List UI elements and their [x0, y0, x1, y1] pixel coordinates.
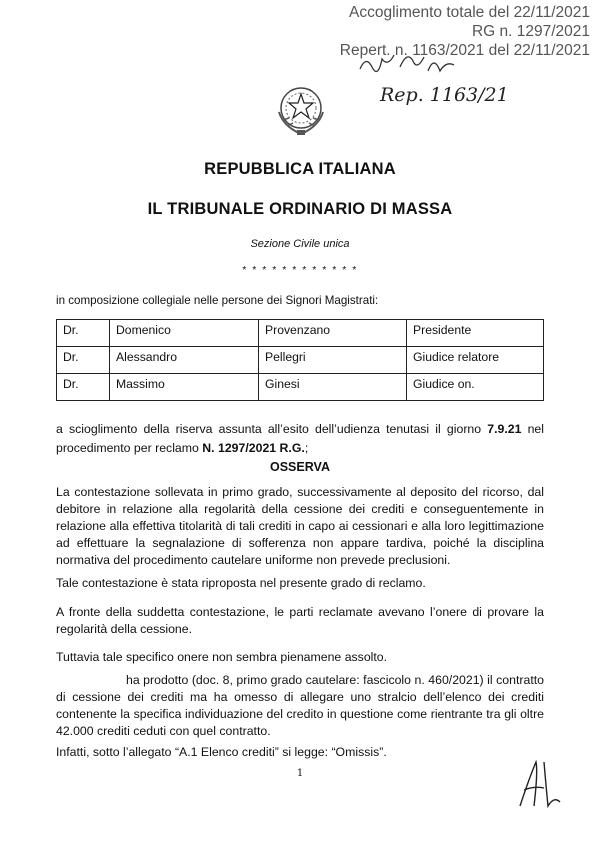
stars-separator: * * * * * * * * * * * * [242, 264, 358, 276]
court-heading: IL TRIBUNALE ORDINARIO DI MASSA [147, 200, 453, 218]
table-row [57, 320, 544, 347]
magistrate-title: Dr. [57, 320, 110, 347]
table-row [57, 374, 544, 401]
page-number: 1 [296, 768, 304, 779]
magistrate-role: Giudice on. [407, 374, 544, 401]
preamble-paragraph [56, 420, 544, 458]
hearing-date: 7.9.21 [487, 422, 522, 436]
paragraph-1: La contestazione sollevata in primo grado, successivamente al deposito del ricorso, dal debitore in relazione alla regolarità della cessione dei crediti e conseguentemente in relazione alla effettiva titolarità di tali crediti in capo ai cessionari e alla loro legittimazione ad effettuare la segnalazione di sofferenza non appare tardiva, poiché la disciplina normativa del procedimento cautelare uniforme non prevede preclusioni. [56, 485, 544, 567]
magistrate-first-name: Domenico [110, 320, 259, 347]
signature-icon [514, 756, 564, 816]
magistrate-role: Presidente [407, 320, 544, 347]
magistrate-last-name: Ginesi [259, 374, 407, 401]
case-number: N. 1297/2021 R.G. [202, 441, 305, 455]
handwritten-scribble-icon [356, 47, 476, 77]
paragraph-5: ha prodotto (doc. 8, primo grado cautelare: fascicolo n. 460/2021) il contratto di cessione dei crediti ma ha omesso di allegare uno stralcio dell’elenco dei crediti contenente la specifica individuazione del credito in questione come rientrante tra gli oltre 42.000 crediti ceduti con quel contratto. [56, 673, 544, 738]
handwritten-rep-note: Rep. 1163/21 [380, 84, 509, 106]
magistrate-first-name: Massimo [110, 374, 259, 401]
italian-emblem-icon [271, 80, 331, 140]
paragraph-3: A fronte della suddetta contestazione, le parti reclamate avevano l’onere di provare la regolarità della cessione. [56, 605, 544, 636]
magistrate-role: Giudice relatore [407, 347, 544, 374]
paragraph-6: Infatti, sotto l’allegato “A.1 Elenco crediti” si legge: “Omissis”. [56, 745, 387, 759]
preamble-text-1: a scioglimento della riserva assunta all’esito dell’udienza tenutasi il giorno [56, 422, 488, 436]
composition-intro: in composizione collegiale nelle persone dei Signori Magistrati: [56, 294, 379, 307]
header-outcome: Accoglimento totale del 22/11/2021 [349, 4, 590, 21]
header-rg-number: RG n. 1297/2021 [471, 23, 590, 40]
magistrate-last-name: Pellegri [259, 347, 407, 374]
header-repertorio: Repert. n. 1163/2021 del 22/11/2021 [339, 42, 590, 59]
magistrates-table [56, 319, 544, 401]
preamble-text-2: nel procedimento per reclamo [56, 422, 544, 455]
magistrate-last-name: Provenzano [259, 320, 407, 347]
magistrate-title: Dr. [57, 374, 110, 401]
table-row [57, 347, 544, 374]
republic-heading: REPUBBLICA ITALIANA [204, 160, 396, 178]
magistrate-title: Dr. [57, 347, 110, 374]
preamble-text-3: ; [304, 441, 309, 455]
osserva-heading: OSSERVA [270, 460, 330, 474]
section-label: Sezione Civile unica [250, 238, 350, 250]
magistrate-first-name: Alessandro [110, 347, 259, 374]
paragraph-2: Tale contestazione è stata riproposta nel presente grado di reclamo. [56, 576, 426, 590]
paragraph-4: Tuttavia tale specifico onere non sembra pienamene assolto. [56, 650, 388, 664]
